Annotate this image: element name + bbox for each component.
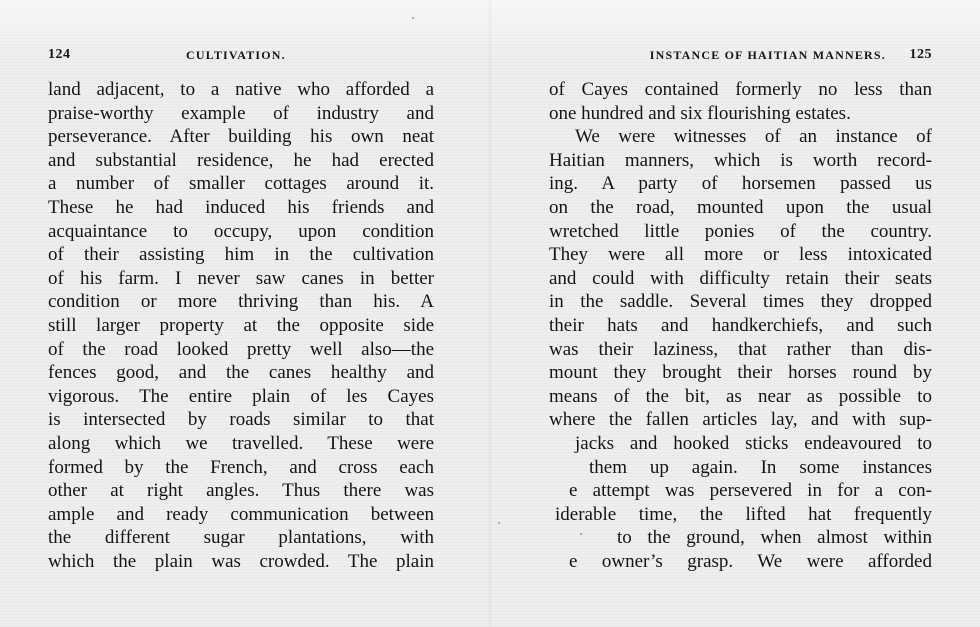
text-line: of Cayes contained formerly no less than xyxy=(549,79,932,100)
text-line: their hats and handkerchiefs, and such xyxy=(549,314,932,336)
text-line: along which we travelled. These were xyxy=(48,432,434,454)
text-line: They were all more or less intoxicated xyxy=(549,244,932,266)
text-line: vigorous. The entire plain of les Cayes xyxy=(48,385,434,407)
text-line: mount they brought their horses round by xyxy=(549,362,932,384)
text-line: and could with difficulty retain their seats xyxy=(549,267,932,289)
left-running-head xyxy=(48,47,434,67)
text-line: e attempt was persevered in for a con- xyxy=(569,480,932,502)
text-line: the different sugar plantations, with xyxy=(48,527,434,549)
text-line: where the fallen articles lay, and with sup- xyxy=(549,409,932,431)
right-page-number: 125 xyxy=(909,47,932,62)
text-line: means of the bit, as near as possible to xyxy=(549,385,932,407)
text-line: of their assisting him in the cultivation xyxy=(48,244,434,266)
text-line: one hundred and six flourishing estates. xyxy=(549,102,851,124)
gutter-shadow xyxy=(488,0,492,627)
text-line: praise-worthy example of industry and xyxy=(48,102,434,124)
text-line: of the road looked pretty well also—the xyxy=(48,338,434,360)
text-line: iderable time, the lifted hat frequently xyxy=(555,503,932,525)
text-line: perseverance. After building his own neat xyxy=(48,126,434,148)
text-line: which the plain was crowded. The plain xyxy=(48,550,434,572)
print-speck xyxy=(498,522,500,524)
text-line: formed by the French, and cross each xyxy=(48,456,434,478)
text-line: to the ground, when almost within xyxy=(617,527,932,549)
text-line: condition or more thriving than his. A xyxy=(48,291,434,313)
right-running-head xyxy=(549,47,932,67)
text-line: wretched little ponies of the country. xyxy=(549,220,932,242)
text-line: other at right angles. Thus there was xyxy=(48,480,434,502)
text-line: ing. A party of horsemen passed us xyxy=(549,173,932,195)
text-line: Haitian manners, which is worth record- xyxy=(549,149,932,171)
right-running-title: INSTANCE OF HAITIAN MANNERS. xyxy=(649,48,886,62)
text-line: of his farm. I never saw canes in better xyxy=(48,267,434,289)
left-page-number: 124 xyxy=(48,47,71,62)
text-line: acquaintance to occupy, upon condition xyxy=(48,220,434,242)
text-line: was their laziness, that rather than dis- xyxy=(549,338,932,360)
text-line: ample and ready communication between xyxy=(48,503,434,525)
left-running-title: CULTIVATION. xyxy=(186,48,286,62)
text-line: and substantial residence, he had erected xyxy=(48,149,434,171)
text-line: fences good, and the canes healthy and xyxy=(48,362,434,384)
paragraph-first-line: We were witnesses of an instance of xyxy=(575,126,932,148)
left-page-text xyxy=(48,78,434,573)
text-line: e owner’s grasp. We were afforded xyxy=(569,550,932,572)
text-line: jacks and hooked sticks endeavoured to xyxy=(575,432,932,454)
text-line: land adjacent, to a native who afforded a xyxy=(48,79,434,100)
text-line: a number of smaller cottages around it. xyxy=(48,173,434,195)
text-line: them up again. In some instances xyxy=(589,456,932,478)
right-page xyxy=(549,0,932,627)
left-page xyxy=(48,0,434,627)
text-line: on the road, mounted upon the usual xyxy=(549,196,932,218)
text-line: still larger property at the opposite side xyxy=(48,314,434,336)
text-line: is intersected by roads similar to that xyxy=(48,409,434,431)
text-line: These he had induced his friends and xyxy=(48,196,434,218)
right-page-text xyxy=(549,78,932,573)
text-line: in the saddle. Several times they dropped xyxy=(549,291,932,313)
